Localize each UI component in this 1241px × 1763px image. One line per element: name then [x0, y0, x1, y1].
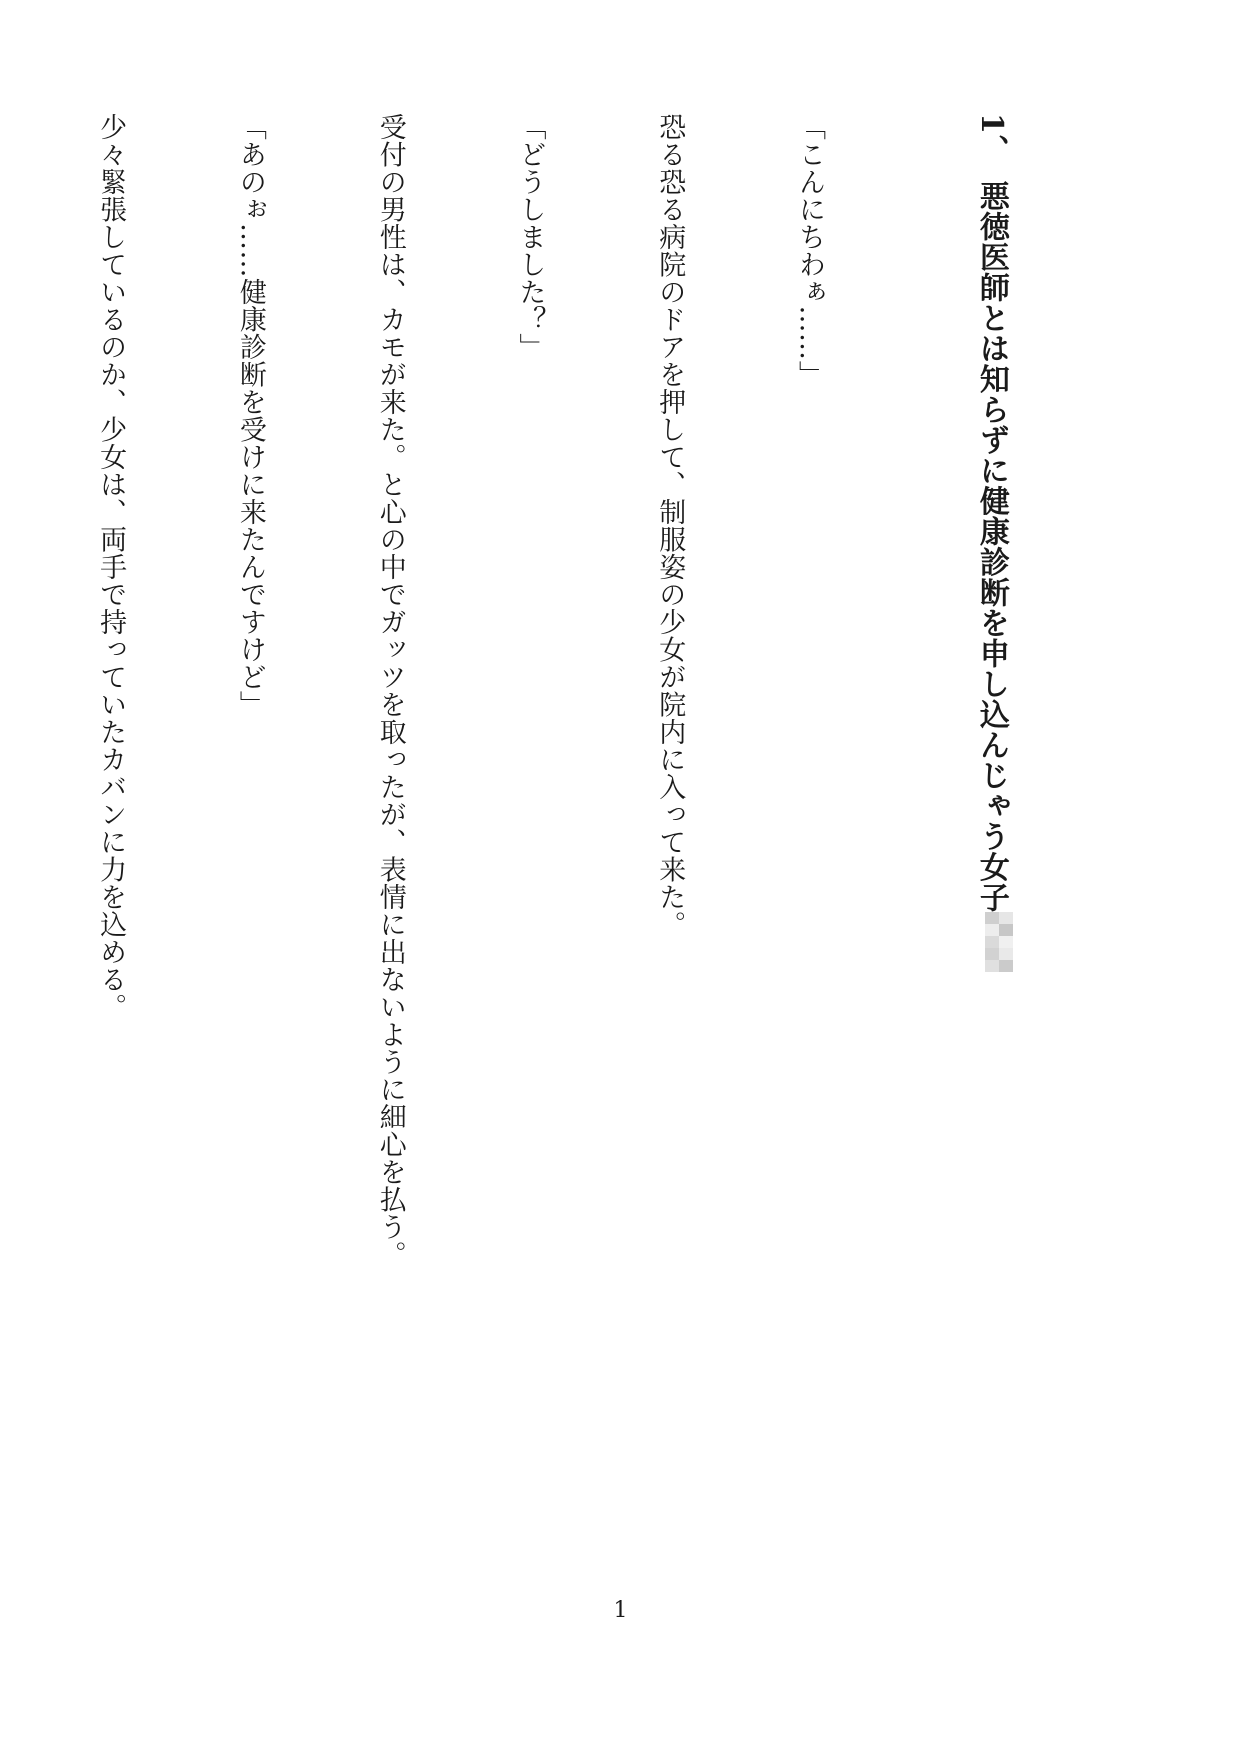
paragraph: 恐る恐る病院のドアを押して、制服姿の少女が院内に入って来た。 [654, 113, 686, 938]
chapter-title-text: 1、 悪徳医師とは知らずに健康診断を申し込んじゃう女子 [973, 113, 1009, 913]
paragraph: 少々緊張しているのか、少女は、両手で持っていたカバンに力を込める。 [95, 113, 127, 1021]
paragraph: 「どうしました？」 [514, 113, 546, 361]
page-number: 1 [613, 1598, 628, 1623]
paragraph: 受付の男性は、カモが来た。と心の中でガッツを取ったが、表情に出ないように細心を払う。 [374, 113, 406, 1268]
chapter-title [967, 113, 1014, 1493]
paragraph: 「こんにちわぁ……」 [794, 113, 826, 388]
mosaic-censor-image [985, 912, 1013, 984]
paragraph: 「あのぉ……健康診断を受けに来たんですけど」 [234, 113, 266, 718]
vertical-text-body [0, 113, 1107, 1493]
